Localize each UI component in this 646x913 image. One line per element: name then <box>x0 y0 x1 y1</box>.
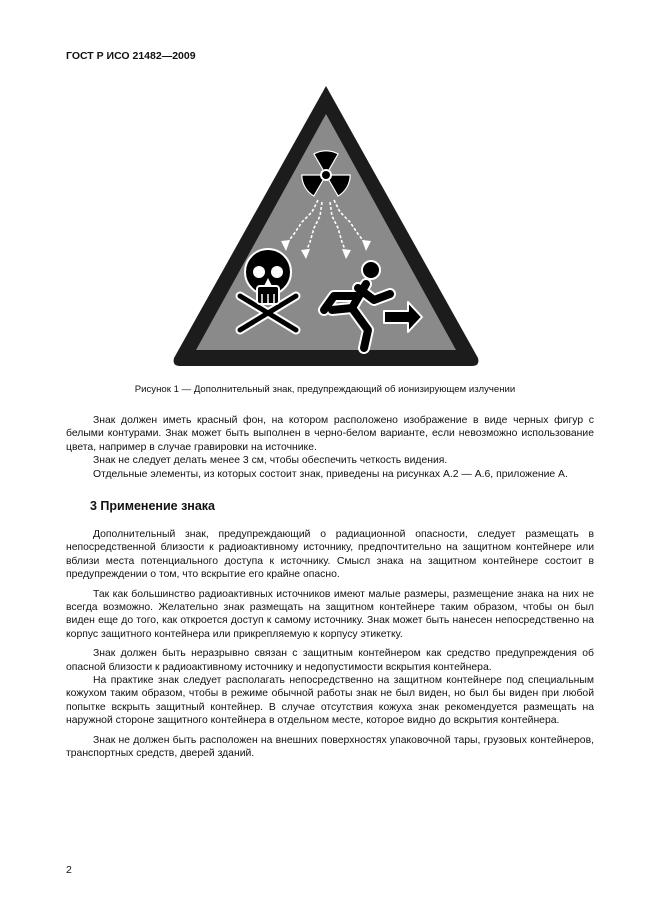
paragraph: Отдельные элементы, из которых состоит знак, приведены на рисунках А.2 — А.6, приложение А. <box>93 468 568 480</box>
paragraph: На практике знак следует располагать непосредственно на защитном контейнере под специальным кожухом таким образом, чтобы в режиме обычной работы знак не был виден, но был бы виден при любой попытке вскрыть защитный контейнер. В случае отсутствия кожуха знак рекомендуется размещать на наружной стороне защитного контейнера в отдельном месте, которое видно до вскрытия контейнера. <box>66 675 594 727</box>
paragraph: Дополнительный знак, предупреждающий о радиационной опасности, следует размещать в непосредственной близости к радиоактивному источнику, предпочтительно на защитном контейнере или вблизи места потенциального доступа к источнику. Смысл знака на защитном контейнере состоит в предупреждении о том, что вскрытие его крайне опасно. <box>66 529 594 581</box>
warning-sign-figure <box>168 78 484 370</box>
document-header: ГОСТ Р ИСО 21482—2009 <box>66 50 196 62</box>
section-heading: 3 Применение знака <box>90 499 216 513</box>
paragraph: Так как большинство радиоактивных источников имеют малые размеры, размещение знака на них не всегда возможно. Желательно знак размещать на защитном контейнере таким образом, чтобы он был виден еще до того, как откроется доступ к самому источнику. Знак может быть нанесен непосредственно на корпус защитного контейнера или прикрепляемую к корпусу этикетку. <box>66 588 594 640</box>
section-text-2 <box>66 528 594 761</box>
paragraph: Знак должен быть неразрывно связан с защитным контейнером как средство предупреждения об опасной близости к радиоактивному источнику и недопустимости вскрытия контейнера. <box>66 648 594 673</box>
paragraph: Знак должен иметь красный фон, на котором расположено изображение в виде черных фигур с белыми контурами. Знак может быть выполнен в черно-белом варианте, если невозможно использование цвета, например в случае гравировки на источнике. <box>66 415 594 453</box>
paragraph: Знак не должен быть расположен на внешних поверхностях упаковочной тары, грузовых контейнеров, транспортных средств, дверей зданий. <box>66 734 594 760</box>
paragraph: Знак не следует делать менее 3 см, чтобы обеспечить четкость видения. <box>93 455 448 467</box>
figure-caption: Рисунок 1 — Дополнительный знак, предупреждающий об ионизирующем излучении <box>134 384 516 395</box>
section-text-1 <box>66 414 594 481</box>
page-number: 2 <box>66 864 72 876</box>
warning-sign-triangle <box>168 78 484 370</box>
